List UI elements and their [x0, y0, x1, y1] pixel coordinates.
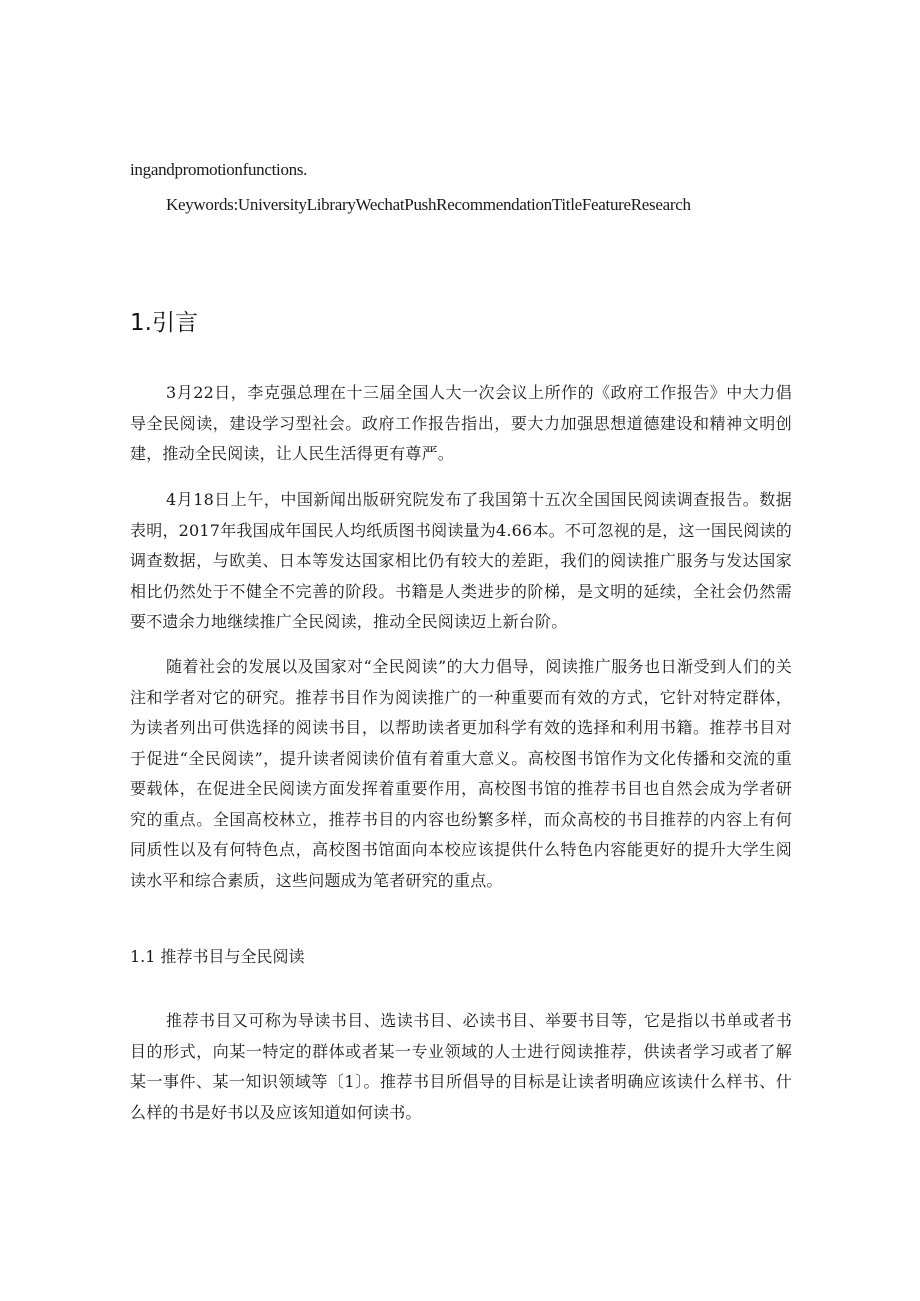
- paragraph: 3月22日，李克强总理在十三届全国人大一次会议上所作的《政府工作报告》中大力倡导全民阅读，建设学习型社会。政府工作报告指出，要大力加强思想道德建设和精神文明创建，推动全民阅读，让人民生活得更有尊严。: [130, 383, 792, 463]
- paragraph: 随着社会的发展以及国家对“全民阅读”的大力倡导，阅读推广服务也日渐受到人们的关注和学者对它的研究。推荐书目作为阅读推广的一种重要而有效的方式，它针对特定群体，为读者列出可供选择的阅读书目，以帮助读者更加科学有效的选择和利用书籍。推荐书目对于促进“全民阅读”，提升读者阅读价值有着重大意义。高校图书馆作为文化传播和交流的重要载体，在促进全民阅读方面发挥着重要作用，高校图书馆的推荐书目也自然会成为学者研究的重点。全国高校林立，推荐书目的内容也纷繁多样，而众高校的书目推荐的内容上有何同质性以及有何特色点，高校图书馆面向本校应该提供什么特色内容能更好的提升大学生阅读水平和综合素质，这些问题成为笔者研究的重点。: [130, 657, 792, 890]
- abstract-tail-line: ingandpromotionfunctions.: [130, 160, 308, 179]
- paragraph: 推荐书目又可称为导读书目、选读书目、必读书目、举要书目等，它是指以书单或者书目的形式，向某一特定的群体或者某一专业领域的人士进行阅读推荐，供读者学习或者了解某一事件、某一知识领域等〔1〕。推荐书目所倡导的目标是让读者明确应该读什么样书、什么样的书是好书以及应该知道如何读书。: [130, 1011, 792, 1122]
- keywords-line: Keywords:UniversityLibraryWechatPushRecommendationTitleFeatureResearch: [166, 195, 691, 214]
- subsection-heading: 1.1 推荐书目与全民阅读: [130, 947, 305, 966]
- section-heading-introduction: 1.引言: [130, 310, 198, 336]
- paragraph: 4月18日上午，中国新闻出版研究院发布了我国第十五次全国国民阅读调查报告。数据表明，2017年我国成年国民人均纸质图书阅读量为4.66本。不可忽视的是，这一国民阅读的调查数据，与欧美、日本等发达国家相比仍有较大的差距，我们的阅读推广服务与发达国家相比仍然处于不健全不完善的阶段。书籍是人类进步的阶梯，是文明的延续，全社会仍然需要不遗余力地继续推广全民阅读，推动全民阅读迈上新台阶。: [130, 490, 792, 631]
